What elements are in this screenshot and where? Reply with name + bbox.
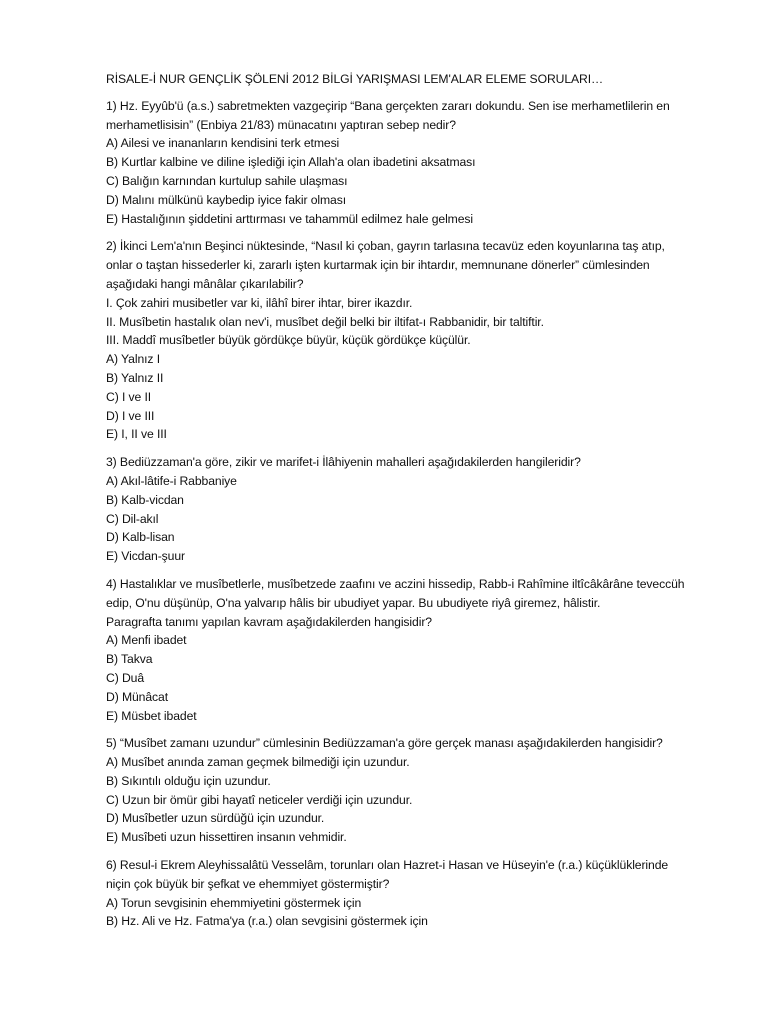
question-2-option-d: D) I ve III [106, 408, 155, 423]
question-5-option-c: C) Uzun bir ömür gibi hayatî neticeler verdiği için uzundur. [106, 792, 413, 807]
question-4-option-b: B) Takva [106, 652, 153, 667]
question-2-stem-line-1: 2) İkinci Lem'a'nın Beşinci nüktesinde, “Nasıl ki çoban, gayrın tarlasına tecavüz eden koyunlarına taş atıp, [106, 239, 665, 254]
question-2-statement-3: III. Maddî musîbetler büyük gördükçe büyür, küçük gördükçe küçülür. [106, 333, 471, 348]
question-6-stem-line-1: 6) Resul-i Ekrem Aleyhissalâtü Vesselâm, torunları olan Hazret-i Hasan ve Hüseyin'e (r.a.) küçüklüklerinde [106, 858, 669, 873]
question-1-stem-line-1: 1) Hz. Eyyûb'ü (a.s.) sabretmekten vazgeçirip “Bana gerçekten zararı dokundu. Sen ise merhametlilerin en [106, 98, 670, 113]
question-5-stem-line-1: 5) “Musîbet zamanı uzundur” cümlesinin Bediüzzaman'a göre gerçek manası aşağıdakilerden hangisidir? [106, 736, 663, 751]
question-4 [106, 575, 746, 725]
question-2-option-e: E) I, II ve III [106, 427, 167, 442]
question-6-option-a: A) Torun sevgisinin ehemmiyetini göstermek için [106, 895, 362, 910]
question-2-option-b: B) Yalnız II [106, 370, 164, 385]
question-4-option-c: C) Duâ [106, 670, 145, 685]
question-3-option-e: E) Vicdan-şuur [106, 549, 185, 564]
question-2-option-a: A) Yalnız I [106, 352, 160, 367]
question-3-option-d: D) Kalb-lisan [106, 530, 175, 545]
question-6-stem-line-2: niçin çok büyük bir şefkat ve ehemmiyet göstermiştir? [106, 876, 390, 891]
question-3-option-b: B) Kalb-vicdan [106, 492, 184, 507]
question-6 [106, 856, 746, 931]
question-4-option-a: A) Menfi ibadet [106, 633, 187, 648]
question-1 [106, 97, 746, 229]
question-4-stem-line-3: Paragrafta tanımı yapılan kavram aşağıdakilerden hangisidir? [106, 614, 432, 629]
question-6-option-b: B) Hz. Ali ve Hz. Fatma'ya (r.a.) olan sevgisini göstermek için [106, 914, 428, 929]
question-5-option-a: A) Musîbet anında zaman geçmek bilmediği için uzundur. [106, 755, 410, 770]
question-1-option-a: A) Ailesi ve inananların kendisini terk etmesi [106, 136, 340, 151]
question-2-stem-line-2: onlar o taştan hissederler ki, zararlı işten kurtarmak için bir ihtardır, memnunane dönerler” cümlesinden [106, 258, 650, 273]
question-2-statement-1: I. Çok zahiri musibetler var ki, ilâhî birer ihtar, birer ikazdır. [106, 295, 413, 310]
question-1-option-e: E) Hastalığının şiddetini arttırması ve tahammül edilmez hale gelmesi [106, 211, 474, 226]
document-page [106, 70, 746, 940]
question-5-option-d: D) Musîbetler uzun sürdüğü için uzundur. [106, 811, 325, 826]
question-1-stem-line-2: merhametlisisin” (Enbiya 21/83) münacatını yaptıran sebep nedir? [106, 117, 456, 132]
question-4-option-d: D) Münâcat [106, 689, 168, 704]
question-5 [106, 734, 746, 847]
question-3-stem-line-1: 3) Bediüzzaman'a göre, zikir ve marifet-i İlâhiyenin mahalleri aşağıdakilerden hangileridir? [106, 455, 581, 470]
question-5-option-e: E) Musîbeti uzun hissettiren insanın vehmidir. [106, 830, 347, 845]
question-3-option-a: A) Akıl-lâtife-i Rabbaniye [106, 473, 237, 488]
question-4-option-e: E) Müsbet ibadet [106, 708, 197, 723]
question-3 [106, 453, 746, 566]
question-4-stem-line-1: 4) Hastalıklar ve musîbetlerle, musîbetzede zaafını ve aczini hissedip, Rabb-i Rahîmine iltîcâkârâne teveccüh [106, 576, 685, 591]
question-1-option-c: C) Balığın karnından kurtulup sahile ulaşması [106, 173, 348, 188]
question-2-option-c: C) I ve II [106, 389, 152, 404]
question-1-option-d: D) Malını mülkünü kaybedip iyice fakir olması [106, 192, 347, 207]
question-1-option-b: B) Kurtlar kalbine ve diline işlediği için Allah'a olan ibadetini aksatması [106, 155, 476, 170]
question-5-option-b: B) Sıkıntılı olduğu için uzundur. [106, 773, 271, 788]
question-4-stem-line-2: edip, O'nu düşünüp, O'na yalvarıp hâlis bir ubudiyet yapar. Bu ubudiyete riyâ giremez, hâlistir. [106, 595, 601, 610]
document-title: RİSALE-İ NUR GENÇLİK ŞÖLENİ 2012 BİLGİ YARIŞMASI LEM'ALAR ELEME SORULARI… [106, 72, 604, 86]
question-2 [106, 237, 746, 444]
question-2-stem-line-3: aşağıdaki hangi mânâlar çıkarılabilir? [106, 276, 304, 291]
question-2-statement-2: II. Musîbetin hastalık olan nev'i, musîbet değil belki bir iltifat-ı Rabbanidir, bir taltiftir. [106, 314, 544, 329]
question-3-option-c: C) Dil-akıl [106, 511, 159, 526]
